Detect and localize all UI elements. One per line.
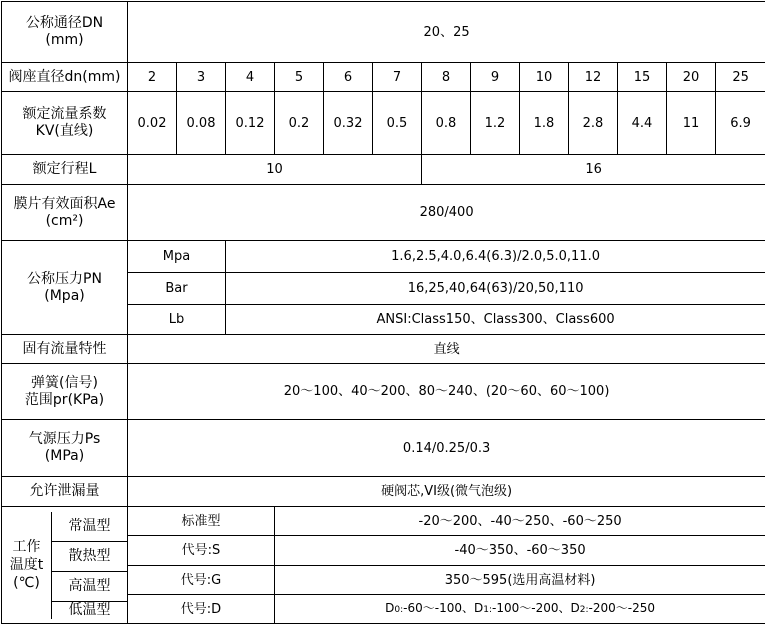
rated-stroke-value-a: 10 xyxy=(128,155,422,185)
temp-code: 标准型 xyxy=(128,507,275,536)
flow-coefficient-cell: 0.32 xyxy=(324,92,373,155)
row-leakage xyxy=(2,477,765,507)
pressure-unit: Mpa xyxy=(128,241,226,273)
temp-value: 350～595(选用高温材料) xyxy=(275,566,765,595)
pressure-value: ANSI:Class150、Class300、Class600 xyxy=(226,305,765,335)
row-diaphragm-area xyxy=(2,185,765,241)
diaphragm-area-value: 280/400 xyxy=(128,185,765,241)
seat-diameter-label: 阀座直径dn(mm) xyxy=(2,63,128,92)
temp-type: 高温型 xyxy=(52,572,127,602)
temp-code: 代号:S xyxy=(128,536,275,566)
flow-coefficient-cell: 0.5 xyxy=(373,92,422,155)
spring-range-value: 20～100、40～200、80～240、(20～60、60～100) xyxy=(128,364,765,420)
flow-coefficient-cell: 2.8 xyxy=(569,92,618,155)
supply-pressure-value: 0.14/0.25/0.3 xyxy=(128,420,765,477)
temp-type: 低温型 xyxy=(68,601,111,618)
seat-diameter-cell: 3 xyxy=(177,63,226,92)
temperature-label: 工作 温度t (℃) xyxy=(2,512,52,619)
seat-diameter-cell: 12 xyxy=(569,63,618,92)
row-spring-range xyxy=(2,364,765,420)
flow-coefficient-cell: 1.8 xyxy=(520,92,569,155)
row-rated-stroke xyxy=(2,155,765,185)
leakage-label: 允许泄漏量 xyxy=(2,477,128,507)
temp-code: 代号:D xyxy=(128,595,275,624)
pressure-unit: Bar xyxy=(128,273,226,305)
seat-diameter-cell: 25 xyxy=(716,63,765,92)
flow-coefficient-cell: 0.8 xyxy=(422,92,471,155)
spring-range-label: 弹簧(信号) 范围pr(KPa) xyxy=(2,364,128,420)
diaphragm-area-label: 膜片有效面积Ae (cm²) xyxy=(2,185,128,241)
row-pressure-mpa xyxy=(2,241,765,273)
flow-coefficient-cell: 0.12 xyxy=(226,92,275,155)
flow-coefficient-cell: 1.2 xyxy=(471,92,520,155)
row-supply-pressure xyxy=(2,420,765,477)
temp-value: -20～200、-40～250、-60～250 xyxy=(275,507,765,536)
flow-coefficient-cell: 11 xyxy=(667,92,716,155)
row-temp-normal xyxy=(2,507,765,536)
leakage-value: 硬阀芯,VI级(微气泡级) xyxy=(128,477,765,507)
temp-value: -40～350、-60～350 xyxy=(275,536,765,566)
flow-coefficient-cell: 4.4 xyxy=(618,92,667,155)
flow-coefficient-label: 额定流量系数 KV(直线) xyxy=(2,92,128,155)
seat-diameter-cell: 20 xyxy=(667,63,716,92)
pressure-value: 1.6,2.5,4.0,6.4(6.3)/2.0,5.0,11.0 xyxy=(226,241,765,273)
seat-diameter-cell: 9 xyxy=(471,63,520,92)
row-flow-coefficient xyxy=(2,92,765,155)
row-flow-characteristic xyxy=(2,335,765,364)
flow-coefficient-cell: 6.9 xyxy=(716,92,765,155)
pressure-value: 16,25,40,64(63)/20,50,110 xyxy=(226,273,765,305)
supply-pressure-label: 气源压力Ps (MPa) xyxy=(2,420,128,477)
flow-characteristic-label: 固有流量特性 xyxy=(2,335,128,364)
temperature-type-column xyxy=(52,512,127,619)
nominal-diameter-label: 公称通径DN (mm) xyxy=(2,2,128,63)
temp-type: 散热型 xyxy=(52,542,127,572)
temperature-block xyxy=(2,507,128,624)
seat-diameter-cell: 5 xyxy=(275,63,324,92)
seat-diameter-cell: 10 xyxy=(520,63,569,92)
seat-diameter-cell: 4 xyxy=(226,63,275,92)
pressure-unit: Lb xyxy=(128,305,226,335)
seat-diameter-cell: 2 xyxy=(128,63,177,92)
rated-stroke-label: 额定行程L xyxy=(2,155,128,185)
seat-diameter-cell: 15 xyxy=(618,63,667,92)
row-seat-diameter xyxy=(2,63,765,92)
spec-table xyxy=(1,1,765,624)
temp-code: 代号:G xyxy=(128,566,275,595)
seat-diameter-cell: 8 xyxy=(422,63,471,92)
flow-coefficient-cell: 0.02 xyxy=(128,92,177,155)
pressure-label: 公称压力PN (Mpa) xyxy=(2,241,128,335)
flow-coefficient-cell: 0.08 xyxy=(177,92,226,155)
rated-stroke-value-b: 16 xyxy=(422,155,765,185)
flow-characteristic-value: 直线 xyxy=(128,335,765,364)
nominal-diameter-value: 20、25 xyxy=(128,2,765,63)
temp-value-low: D0:-60～-100、D1:-100～-200、D2:-200～-250 xyxy=(275,595,765,624)
seat-diameter-cell: 6 xyxy=(324,63,373,92)
seat-diameter-cell: 7 xyxy=(373,63,422,92)
row-nominal-diameter xyxy=(2,2,765,63)
temp-type: 常温型 xyxy=(52,512,127,542)
flow-coefficient-cell: 0.2 xyxy=(275,92,324,155)
